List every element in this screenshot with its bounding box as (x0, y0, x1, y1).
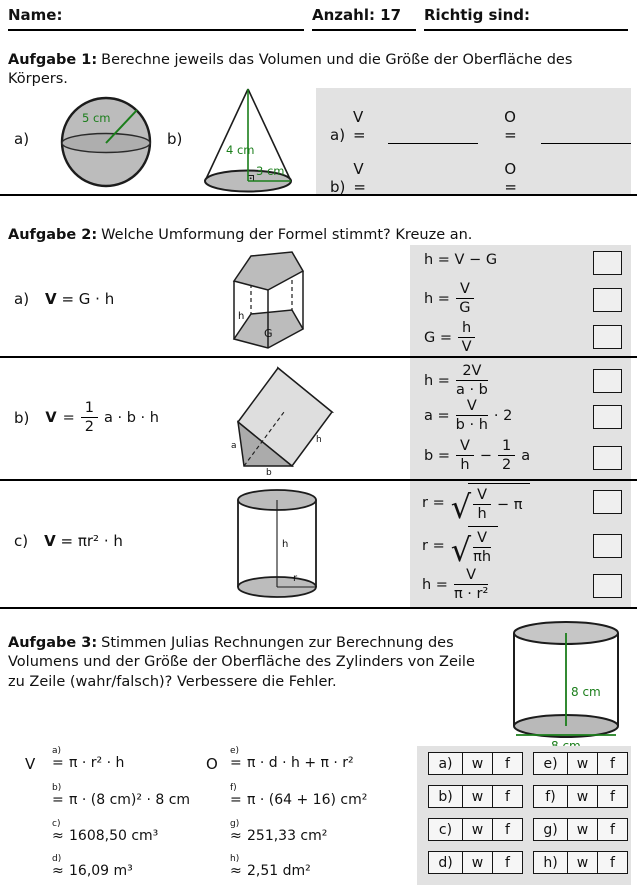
cone-figure (198, 84, 298, 196)
opt-a2: h = $\frac{V}{G}$ (424, 281, 474, 316)
grid-g-falsch[interactable]: f (597, 819, 627, 840)
grid-row-b (428, 785, 523, 808)
cone-height-label: 4 cm (226, 143, 255, 157)
grid-b-falsch[interactable]: f (492, 786, 522, 807)
opt-c3-checkbox[interactable] (593, 574, 622, 598)
answer-row-a (330, 108, 631, 144)
item-a-label: a) (14, 130, 30, 148)
opt-a1-checkbox[interactable] (593, 251, 622, 275)
calc-v-line-a: a) = π · r² · h (52, 746, 125, 771)
grid-a-falsch[interactable]: f (492, 753, 522, 774)
grid-row-a (428, 752, 523, 775)
calc-v-line-d: d) ≈ 16,09 m³ (52, 854, 133, 879)
opt-b1: h = $\frac{2V}{a \cdot b}$ (424, 363, 488, 398)
grid-h-label: h) (543, 854, 558, 871)
grid-h-falsch[interactable]: f (597, 852, 627, 873)
calc-v-symbol: V (25, 755, 36, 773)
grid-row-e (533, 752, 628, 775)
opt-a3: G = $\frac{h}{V}$ (424, 320, 475, 355)
calc-v-line-b: b) = π · (8 cm)² · 8 cm (52, 783, 191, 808)
divider-4 (0, 607, 637, 609)
answer-a-v-label: V = (353, 108, 366, 144)
grid-a-wahr[interactable]: w (462, 753, 492, 774)
grid-h-wahr[interactable]: w (567, 852, 597, 873)
grid-f-label: f) (545, 788, 556, 805)
grid-row-g (533, 818, 628, 841)
grid-d-wahr[interactable]: w (462, 852, 492, 873)
grid-b-wahr[interactable]: w (462, 786, 492, 807)
grid-e-label: e) (543, 755, 558, 772)
calc-o-line-h: h) ≈ 2,51 dm² (230, 854, 311, 879)
grid-row-d (428, 851, 523, 874)
grid-d-label: d) (438, 854, 453, 871)
prism-g-label: G (264, 327, 273, 340)
grid-a-label: a) (438, 755, 453, 772)
grid-f-wahr[interactable]: w (567, 786, 597, 807)
grid-row-f (533, 785, 628, 808)
aufgabe1-text: Aufgabe 1: Berechne jeweils das Volumen und die Größe der Oberfläche des Körpers. (8, 51, 573, 88)
cylinder-height-label: 8 cm (571, 685, 601, 699)
aufgabe1-title: Aufgabe 1: (8, 51, 98, 68)
cylinder-figure (233, 485, 321, 603)
grid-f-falsch[interactable]: f (597, 786, 627, 807)
grid-b-label: b) (438, 788, 453, 805)
richtig-field[interactable] (424, 6, 628, 31)
answer-a-o-label: O = (504, 108, 517, 144)
answer-a-v-blank[interactable] (388, 128, 478, 144)
triangular-prism-figure (228, 362, 336, 476)
tri-prism-b-label: b (266, 468, 272, 476)
aufgabe2-text: Aufgabe 2: Welche Umformung der Formel stimmt? Kreuze an. (8, 226, 473, 243)
row-c-formula: c) V = πr² · h (14, 532, 123, 550)
answer-a-label: a) (330, 126, 346, 144)
grid-g-wahr[interactable]: w (567, 819, 597, 840)
pentagonal-prism-figure (222, 247, 312, 354)
row-c-label: c) (14, 532, 29, 550)
opt-c3: h = $\frac{V}{\text{π · r²}}$ (422, 567, 489, 602)
opt-a3-checkbox[interactable] (593, 325, 622, 349)
prism-h-label: h (238, 311, 245, 322)
calc-o-line-e: e) = π · d · h + π · r² (230, 746, 354, 771)
opt-c1-checkbox[interactable] (593, 490, 622, 514)
name-field[interactable] (8, 6, 304, 31)
grid-e-wahr[interactable]: w (567, 753, 597, 774)
opt-b1-checkbox[interactable] (593, 369, 622, 393)
answer-row-b (330, 160, 631, 196)
anzahl-field (312, 6, 416, 31)
cylinder-h-label: h (282, 539, 289, 550)
opt-c1: r = √ $\frac{V}{h}$ − π (422, 483, 530, 522)
opt-c2: r = √ $\frac{V}{\pi h}$ (422, 526, 498, 565)
measured-cylinder-figure (503, 616, 629, 754)
grid-e-falsch[interactable]: f (597, 753, 627, 774)
grid-c-label: c) (438, 821, 453, 838)
tri-prism-h-label: h (316, 435, 322, 445)
aufgabe3-title: Aufgabe 3: (8, 634, 98, 651)
grid-row-h (533, 851, 628, 874)
grid-d-falsch[interactable]: f (492, 852, 522, 873)
answer-b-v-label: V = (353, 160, 366, 196)
divider-2 (0, 356, 637, 358)
row-a-label: a) (14, 290, 30, 308)
item-b-label: b) (167, 130, 183, 148)
grid-c-falsch[interactable]: f (492, 819, 522, 840)
sphere-figure (58, 93, 155, 190)
aufgabe3-text: Aufgabe 3: Stimmen Julias Rechnungen zur Berechnung des Volumens und der Größe der Oberfläche des Zylinders von Zeile zu Zeile (wahr/falsch)? Verbessere die Fehler. (8, 634, 475, 690)
tri-prism-a-label: a (231, 441, 237, 451)
row-a-formula: a) V = G · h (14, 290, 115, 308)
divider-3 (0, 479, 637, 481)
cone-radius-label: 3 cm (256, 164, 285, 178)
anzahl-label: Anzahl: 17 (312, 6, 402, 24)
calc-v-line-c: c) ≈ 1608,50 cm³ (52, 819, 159, 844)
calc-o-line-f: f) = π · (64 + 16) cm² (230, 783, 368, 808)
opt-b3: b = $\frac{V}{h}$ − $\frac{1}{2}$ a (424, 438, 531, 473)
grid-row-c (428, 818, 523, 841)
aufgabe1-answer-box (316, 88, 631, 194)
sqrt-sign: √ (450, 530, 472, 569)
calc-o-line-g: g) ≈ 251,33 cm² (230, 819, 328, 844)
answer-b-label: b) (330, 178, 346, 196)
opt-a1: h = V − G (424, 252, 498, 268)
calc-o-symbol: O (206, 755, 218, 773)
opt-b2: a = $\frac{V}{b \cdot h}$ · 2 (424, 398, 513, 433)
row-b-label: b) (14, 408, 30, 427)
divider-1 (0, 194, 637, 196)
answer-a-o-blank[interactable] (541, 128, 631, 144)
grid-c-wahr[interactable]: w (462, 819, 492, 840)
answer-b-o-label: O = (504, 160, 517, 196)
row-b-formula: b) V = $\frac{1}{2}$ a · b · h (14, 400, 159, 435)
richtig-label: Richtig sind: (424, 6, 531, 24)
cylinder-r-label: r (293, 573, 298, 584)
aufgabe2-title: Aufgabe 2: (8, 226, 98, 243)
opt-c2-checkbox[interactable] (593, 534, 622, 558)
opt-a2-checkbox[interactable] (593, 288, 622, 312)
name-label: Name: (8, 6, 63, 24)
sphere-radius-label: 5 cm (82, 111, 111, 125)
opt-b2-checkbox[interactable] (593, 405, 622, 429)
opt-b3-checkbox[interactable] (593, 446, 622, 470)
grid-g-label: g) (543, 821, 558, 838)
sqrt-sign: √ (450, 487, 472, 526)
